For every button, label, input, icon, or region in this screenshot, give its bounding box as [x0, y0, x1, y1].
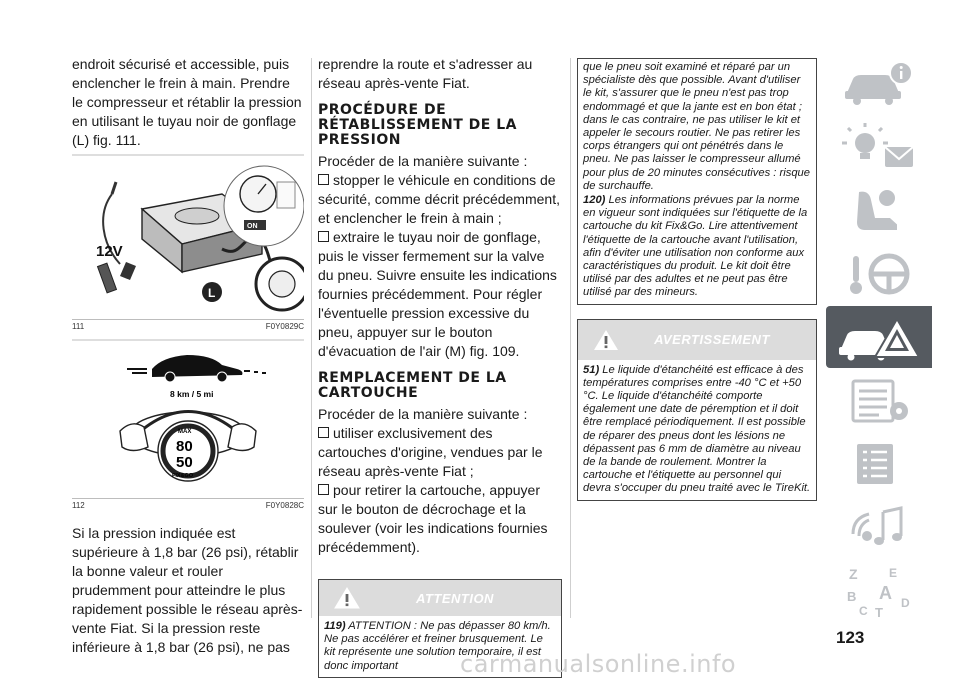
chapter-tab-emergency[interactable] [826, 306, 932, 368]
speed-limit-illustration [72, 339, 304, 491]
chapter-tab-safety[interactable] [826, 179, 932, 241]
heading-cartridge-replacement: REMPLACEMENT DE LA CARTOUCHE [318, 370, 507, 401]
col2-paragraph-2: Procéder de la manière suivante : [318, 153, 528, 169]
svg-text:B: B [847, 589, 857, 604]
warning-light-icon [839, 123, 919, 171]
steering-wheel-icon [839, 250, 919, 298]
figure-112-caption [72, 498, 304, 510]
avertissement-title: AVERTISSEMENT [654, 332, 770, 348]
label-l: L [208, 286, 216, 300]
tech-specs-icon [839, 440, 919, 488]
bullet-item: utiliser exclusivement des cartouches d'origine, vendues par le réseau après-vente Fiat ; [318, 425, 543, 479]
chapter-tab-tech-specs[interactable] [826, 433, 932, 495]
column-3 [577, 58, 817, 501]
avertissement-box [577, 319, 817, 501]
seat-airbag-icon [839, 186, 919, 234]
svg-text:Z: Z [849, 566, 858, 582]
on-label: ON [247, 223, 258, 230]
chapter-tab-car-info[interactable] [826, 52, 932, 114]
svg-text:D: D [901, 596, 910, 610]
checkbox-bullet-icon [318, 484, 329, 495]
note-120-number: 120) [583, 194, 606, 207]
attention-number: 119) [324, 620, 346, 632]
bullet-item: extraire le tuyau noir de gonflage, puis le visser fermement sur la valve du pneu. Suivre ensuite les indications fournies précédemment. Pour régler l'éventuelle pression excessive du pneu, appuyer sur le bouton d'évacuation de l'air (M) fig. 109. [318, 229, 557, 359]
column-separator-1 [311, 58, 312, 618]
note-120 [583, 194, 811, 300]
outro-paragraph: Si la pression indiquée est supérieure à 1,8 bar (26 psi), rétablir la bonne valeur et rouler prudemment pour atteindre le plus rapidement possible le réseau après-vente Fiat. Si la pression reste inférieure à 1,8 bar (26 psi), ne pas [72, 525, 303, 655]
warning-triangle-icon [592, 328, 620, 352]
multimedia-icon [839, 504, 919, 552]
chapter-tab-driving[interactable] [826, 243, 932, 305]
compressor-illustration [72, 154, 304, 312]
column-separator-2 [570, 58, 571, 618]
chapter-tab-index[interactable] [826, 560, 932, 622]
emergency-icon [837, 313, 921, 361]
attention-title: ATTENTION [416, 590, 494, 606]
index-letters-icon [839, 563, 919, 619]
col2-paragraph-1: reprendre la route et s'adresser au réseau après-vente Fiat. [318, 56, 533, 91]
figure-111-code: F0Y0829C [265, 322, 304, 331]
dial-max: MAX [178, 429, 192, 435]
col2-paragraph-3: Procéder de la manière suivante : [318, 406, 528, 422]
note-120-text: Les informations prévues par la norme en vigueur sont indiquées sur l'étiquette de la cartouche du kit Fix&Go. Lire attentivement l'étiquette de la cartouche avant l'utilisation, afin d'éviter une utilisation non conforme aux caractéristiques du produit. Le kit doit être utilisé par des adultes et ne peut pas être utilisé par des mineurs. [583, 194, 808, 299]
speed-label: 8 km / 5 mi [170, 389, 214, 399]
intro-paragraph: endroit sécurisé et accessible, puis enclencher le frein à main. Prendre le compresseur et rétablir la pression en utilisant le tuyau noir de gonflage (L) fig. 111. [72, 56, 302, 148]
watermark: carmanualsonline.info [460, 650, 737, 678]
avertissement-text: Le liquide d'étanchéité est efficace à des températures comprises entre -40 °C et +50 °C. Le liquide d'étanchéité comporte également une date de péremption et il doit être remplacé périodiquement. Il est possible de réparer des pneus dont les lésions ne dépassent pas 6 mm de diamètre au niveau de la bande de roulement. Montrer la cartouche et l'étiquette au personnel qui devra s'occuper du pneu traité avec le TireKit. [583, 363, 811, 495]
chapter-tab-maintenance[interactable] [826, 370, 932, 432]
page-number: 123 [836, 628, 865, 647]
warning-triangle-icon [333, 586, 361, 610]
svg-text:C: C [859, 604, 868, 618]
figure-112-code: F0Y0828C [265, 501, 304, 510]
dial-fixgo: FIX&GO [172, 473, 194, 479]
figure-112-number: 112 [72, 501, 85, 510]
attention-text: ATTENTION : Ne pas dépasser 80 km/h. Ne pas accélérer et freiner brusquement. Le kit représente une solution temporaire, il est donc important [324, 620, 551, 672]
attention-continued-text: que le pneu soit examiné et réparé par un spécialiste dès que possible. Avant d'utiliser le kit, s'assurer que le pneu n'est pas trop endommagé et que la jante est en bon état ; dans le cas contraire, ne pas utiliser le kit et appeler le secours routier. Ne pas retirer les corps étrangers qui ont pénétrés dans le pneu. Ne pas laisser le compresseur allumé pour plus de 20 minutes consécutives : risque de surchauffe. [583, 61, 810, 192]
figure-111-number: 111 [72, 322, 85, 331]
chapter-sidebar [826, 52, 932, 624]
avertissement-number: 51) [583, 363, 600, 376]
checkbox-bullet-icon [318, 174, 329, 185]
checkbox-bullet-icon [318, 427, 329, 438]
avertissement-body [578, 360, 816, 500]
bullet-item: stopper le véhicule en conditions de sécurité, comme décrit précédemment, et enclencher le frein à main ; [318, 172, 560, 226]
svg-text:E: E [889, 566, 898, 580]
figure-111-caption [72, 319, 304, 331]
maintenance-icon [839, 377, 919, 425]
svg-text:A: A [879, 583, 892, 603]
chapter-tab-warning-lights[interactable] [826, 116, 932, 178]
label-12v: 12V [96, 243, 123, 260]
figure-111 [72, 154, 304, 331]
bullet-item: pour retirer la cartouche, appuyer sur le bouton de décrochage et la soulever (voir les indications fournies précédemment). [318, 482, 548, 555]
chapter-tab-multimedia[interactable] [826, 497, 932, 559]
svg-text:T: T [875, 605, 883, 619]
attention-header [319, 580, 561, 616]
avertissement-header [578, 320, 816, 360]
attention-continued-box [577, 58, 817, 305]
heading-pressure-procedure: PROCÉDURE DE RÉTABLISSEMENT DE LA PRESSION [318, 102, 517, 148]
column-2 [318, 55, 562, 678]
dial-kmh: 80 [176, 438, 193, 455]
figure-112 [72, 339, 304, 510]
checkbox-bullet-icon [318, 231, 329, 242]
car-info-icon [839, 59, 919, 107]
dial-mph: 50 [176, 454, 193, 471]
column-1 [72, 55, 304, 657]
